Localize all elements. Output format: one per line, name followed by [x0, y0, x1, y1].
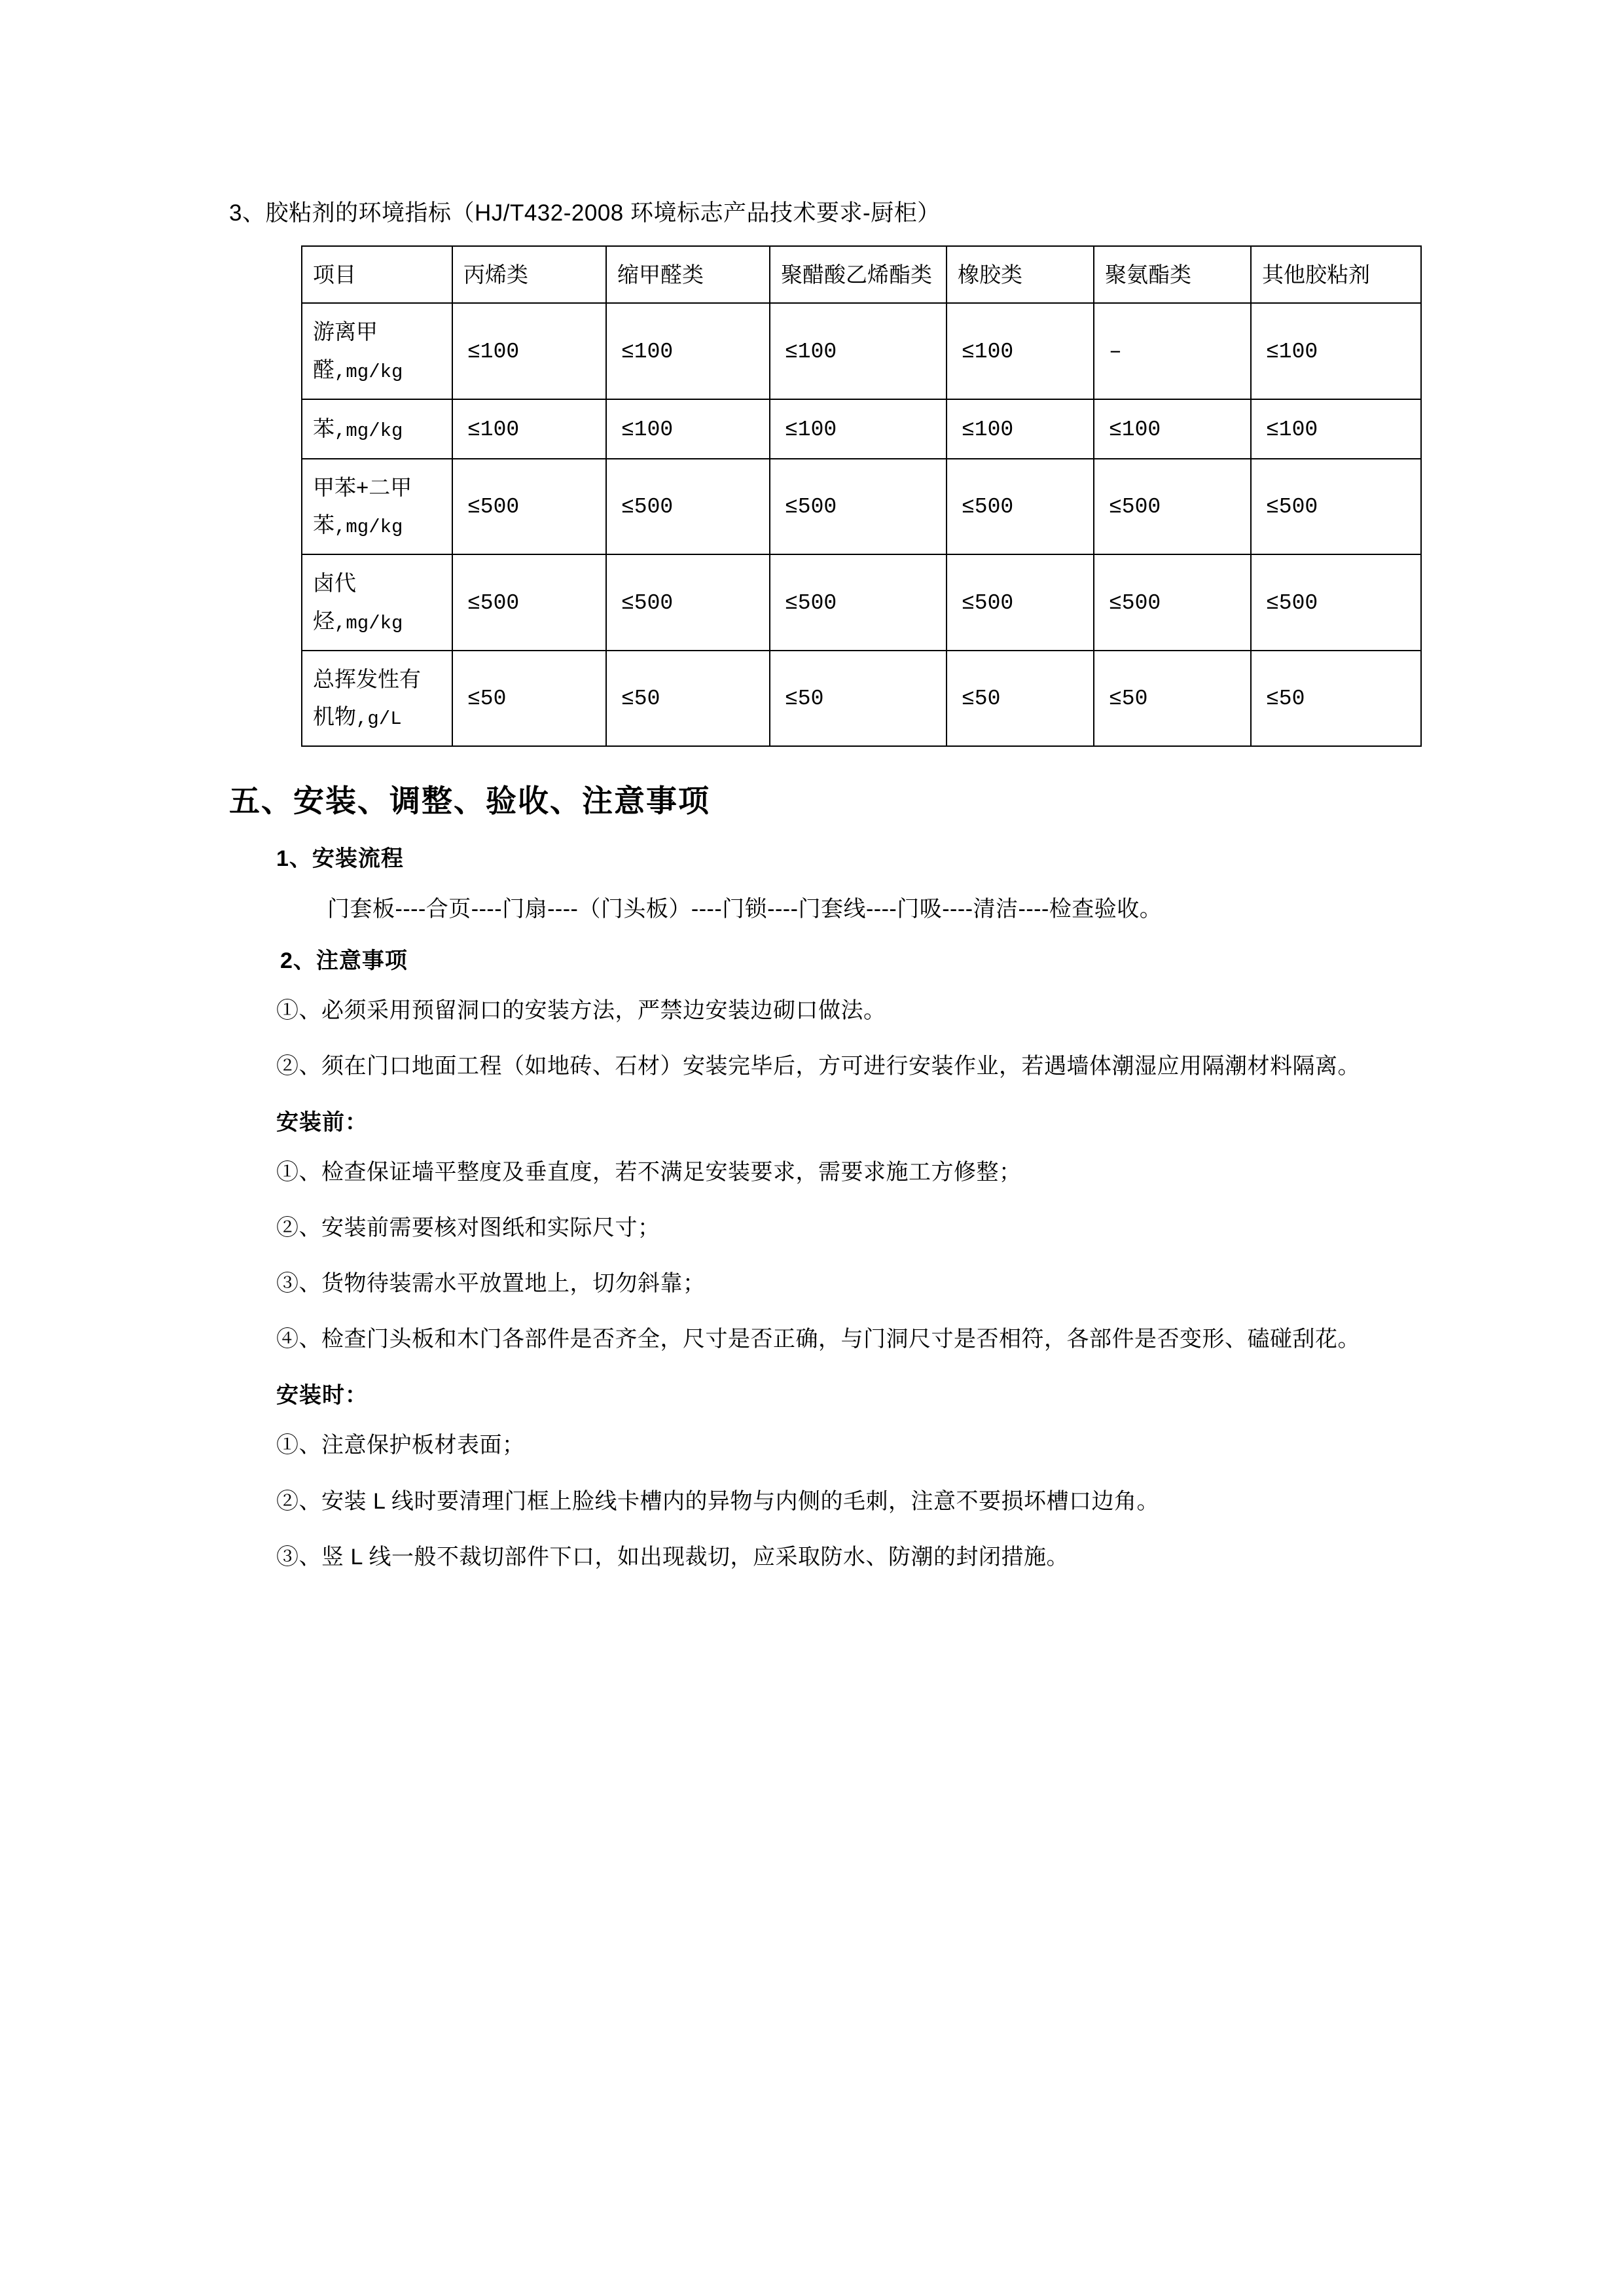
notes-title: 2、注意事项 [280, 948, 408, 973]
table-row [302, 399, 1421, 459]
table-cell: ≤500 [1266, 495, 1318, 520]
document-body [229, 196, 1407, 1575]
before-install-title: 安装前： [276, 1110, 368, 1136]
during-install-item: ②、安装 L 线时要清理门框上脸线卡槽内的异物与内侧的毛刺，注意不要损坏槽口边角。 [276, 1488, 1160, 1514]
table-cell: ≤500 [467, 590, 520, 615]
table-cell: ≤500 [785, 590, 837, 615]
table-cell: ≤100 [785, 417, 837, 442]
table-cell: ≤500 [467, 495, 520, 520]
during-install-title: 安装时： [276, 1383, 368, 1408]
table-cell: – [1109, 340, 1122, 365]
section-5-heading: 五、安装、调整、验收、注意事项 [229, 783, 710, 818]
table-cell: ≤100 [1266, 417, 1318, 442]
table-cell: ≤500 [962, 495, 1014, 520]
table-cell: ≤50 [1109, 687, 1148, 711]
table-cell: ≤100 [785, 340, 837, 365]
row-label-unit: ,mg/kg [334, 516, 403, 539]
table-header-cell: 橡胶类 [958, 262, 1022, 287]
table-cell: ≤100 [467, 417, 520, 442]
table-header-cell: 丙烯类 [463, 262, 528, 287]
row-label-unit: ,g/L [356, 708, 402, 730]
table-cell: ≤500 [1109, 495, 1161, 520]
during-install-item: ③、竖 L 线一般不裁切部件下口，如出现裁切，应采取防水、防潮的封闭措施。 [276, 1544, 1070, 1570]
row-label: 游离甲醛 [313, 319, 378, 382]
table-row [302, 459, 1421, 555]
table-cell: ≤500 [1109, 590, 1161, 615]
table-cell: ≤50 [785, 687, 824, 711]
table-header-cell: 缩甲醛类 [617, 262, 704, 287]
table-cell: ≤100 [621, 417, 674, 442]
table-cell: ≤100 [1266, 340, 1318, 365]
before-install-item: ①、检查保证墙平整度及垂直度，若不满足安装要求，需要求施工方修整； [276, 1160, 1022, 1185]
row-label-unit: ,mg/kg [334, 361, 403, 383]
adhesive-environment-spec-table [301, 245, 1422, 747]
row-label-unit: ,mg/kg [334, 612, 403, 634]
table-header-cell: 项目 [313, 262, 356, 287]
note-item: ①、必须采用预留洞口的安装方法，严禁边安装边砌口做法。 [276, 998, 886, 1023]
before-install-item: ③、货物待装需水平放置地上，切勿斜靠； [276, 1271, 706, 1297]
table-row [302, 303, 1421, 399]
table-cell: ≤100 [467, 340, 520, 365]
table-cell: ≤500 [962, 590, 1014, 615]
section-3-title: 3、胶粘剂的环境指标（HJ/T432-2008 环境标志产品技术要求-厨柜） [229, 200, 941, 226]
row-label: 卤代烃 [313, 571, 356, 633]
note-item: ②、须在门口地面工程（如地砖、石材）安装完毕后，方可进行安装作业，若遇墙体潮湿应用隔潮材料隔离。 [276, 1054, 1360, 1079]
row-label: 总挥发性有机物 [313, 666, 421, 729]
during-install-item: ①、注意保护板材表面； [276, 1433, 525, 1458]
table-cell: ≤100 [962, 417, 1014, 442]
table-cell: ≤500 [785, 495, 837, 520]
table-cell: ≤50 [621, 687, 660, 711]
install-flow-steps: 门套板----合页----门扇----（门头板）----门锁----门套线----门吸----清洁----检查验收。 [327, 897, 1163, 922]
table-row [302, 651, 1421, 747]
table-header-row [302, 246, 1421, 304]
table-header-cell: 聚氨酯类 [1105, 262, 1191, 287]
table-header-cell: 聚醋酸乙烯酯类 [781, 262, 932, 287]
table-cell: ≤50 [467, 687, 507, 711]
row-label: 苯 [313, 416, 334, 440]
before-install-item: ②、安装前需要核对图纸和实际尺寸； [276, 1215, 660, 1241]
install-flow-title: 1、安装流程 [276, 846, 404, 871]
table-cell: ≤50 [1266, 687, 1305, 711]
table-row [302, 554, 1421, 651]
table-cell: ≤500 [621, 590, 674, 615]
table-cell: ≤100 [621, 340, 674, 365]
table-cell: ≤100 [962, 340, 1014, 365]
table-cell: ≤500 [1266, 590, 1318, 615]
row-label-unit: ,mg/kg [334, 420, 403, 442]
table-cell: ≤100 [1109, 417, 1161, 442]
before-install-item: ④、检查门头板和木门各部件是否齐全，尺寸是否正确，与门洞尺寸是否相符，各部件是否变形、磕碰刮花。 [276, 1327, 1360, 1352]
table-header-cell: 其他胶粘剂 [1262, 262, 1370, 287]
table-cell: ≤50 [962, 687, 1001, 711]
table-cell: ≤500 [621, 495, 674, 520]
row-label: 甲苯+二甲苯 [313, 475, 412, 537]
